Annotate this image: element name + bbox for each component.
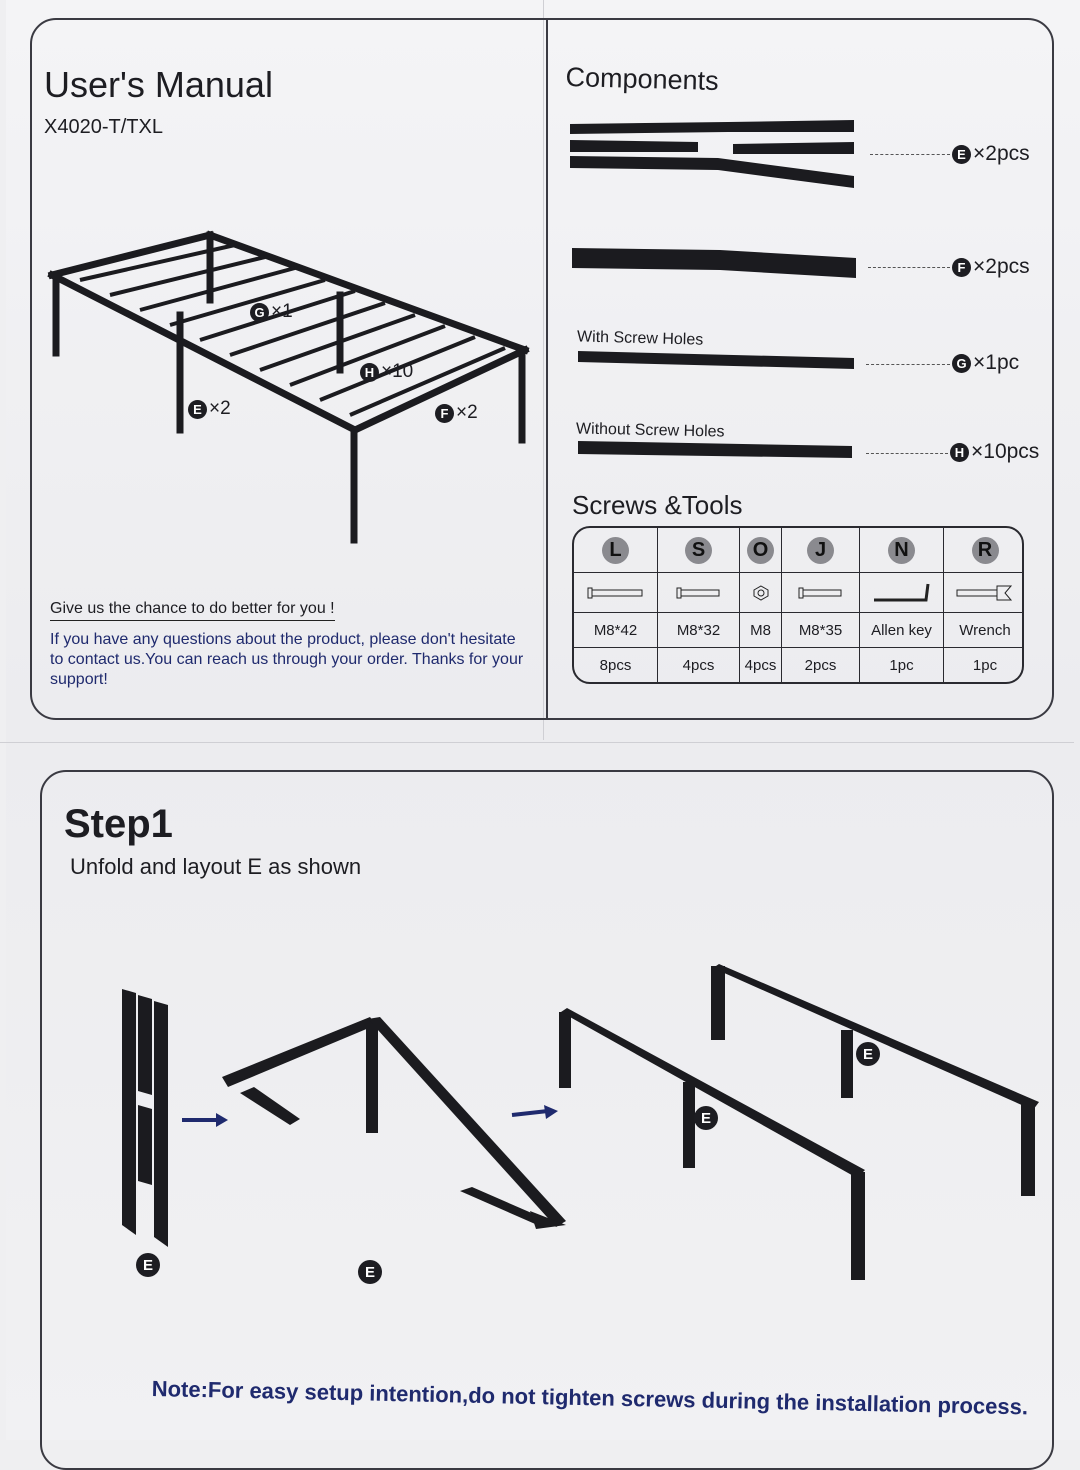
tool-n-badge: N bbox=[888, 537, 915, 564]
feedback-body: If you have any questions about the product, please don't hesitate to contact us.You can reach us through your order. Thanks for your support! bbox=[50, 631, 524, 688]
tool-qty-cell: 4pcs bbox=[740, 648, 782, 682]
step1-unfolded-frame-illustration bbox=[555, 960, 1055, 1280]
step1-folded-frame-illustration bbox=[118, 985, 178, 1255]
component-f-qty: F ×2pcs bbox=[952, 255, 1030, 279]
tool-r-badge: R bbox=[972, 537, 999, 564]
medium-screw-icon bbox=[799, 587, 843, 599]
tool-icon-cell bbox=[944, 573, 1024, 613]
top-panel-divider bbox=[546, 20, 548, 720]
label-g-count: G ×1 bbox=[250, 301, 293, 323]
tool-letter-cell bbox=[574, 528, 658, 573]
leader-line-h bbox=[866, 453, 948, 454]
tool-qty-cell: 4pcs bbox=[658, 648, 740, 682]
tool-spec-cell: Allen key bbox=[860, 613, 944, 648]
part-h-illustration bbox=[576, 440, 866, 462]
tool-letter-cell bbox=[860, 528, 944, 573]
tool-icon-cell bbox=[740, 573, 782, 613]
step-title: Step1 bbox=[64, 802, 173, 846]
leader-line-g bbox=[866, 364, 950, 365]
part-h-badge: H bbox=[360, 363, 379, 382]
component-g-caption: With Screw Holes bbox=[576, 328, 704, 349]
tool-icon-cell bbox=[658, 573, 740, 613]
components-title: Components bbox=[565, 62, 720, 96]
short-screw-icon bbox=[677, 587, 721, 599]
tool-spec-cell: M8*35 bbox=[782, 613, 860, 648]
tool-letter-cell bbox=[944, 528, 1024, 573]
step1-unfolding-frame-illustration bbox=[220, 1015, 580, 1235]
component-e-qty: E ×2pcs bbox=[952, 142, 1030, 166]
feedback-heading: Give us the chance to do better for you ! bbox=[50, 600, 335, 621]
tool-icon-cell bbox=[782, 573, 860, 613]
part-e-illustration bbox=[568, 118, 858, 193]
part-e-marker: E bbox=[694, 1106, 718, 1130]
screws-tools-title: Screws &Tools bbox=[572, 490, 743, 520]
tool-qty-cell: 2pcs bbox=[782, 648, 860, 682]
component-g-qty: G ×1pc bbox=[952, 351, 1019, 375]
part-e-badge: E bbox=[188, 400, 207, 419]
component-h-qty: H ×10pcs bbox=[950, 440, 1039, 464]
label-e-count: E ×2 bbox=[188, 398, 231, 420]
tool-s-badge: S bbox=[685, 537, 712, 564]
tool-qty-cell: 1pc bbox=[972, 656, 998, 674]
component-h-caption: Without Screw Holes bbox=[575, 420, 725, 441]
tool-qty-cell: 8pcs bbox=[574, 648, 658, 682]
tool-icon-cell bbox=[860, 573, 944, 613]
manual-title: User's Manual bbox=[44, 64, 273, 105]
part-e-marker: E bbox=[358, 1260, 382, 1284]
screws-tools-table bbox=[572, 526, 1024, 684]
tool-qty-cell: 1pc bbox=[860, 648, 944, 682]
wrench-icon bbox=[955, 583, 1015, 603]
label-h-count: H ×10 bbox=[360, 361, 413, 383]
part-h-badge: H bbox=[950, 443, 969, 462]
tool-letter-cell bbox=[740, 528, 782, 573]
tool-letter-cell bbox=[658, 528, 740, 573]
tool-letter-cell bbox=[782, 528, 860, 573]
tool-icon-cell bbox=[574, 573, 658, 613]
model-number: X4020-T/TXL bbox=[44, 116, 163, 138]
part-e-marker: E bbox=[856, 1042, 880, 1066]
part-g-badge: G bbox=[250, 303, 269, 322]
tool-l-badge: L bbox=[602, 537, 629, 564]
part-e-badge: E bbox=[952, 145, 971, 164]
nut-icon bbox=[753, 585, 769, 601]
allen-key-icon bbox=[872, 582, 932, 604]
part-e-marker: E bbox=[136, 1253, 160, 1277]
part-f-illustration bbox=[570, 246, 860, 286]
tool-spec-cell: M8*32 bbox=[658, 613, 740, 648]
part-f-badge: F bbox=[952, 258, 971, 277]
tool-spec-cell: Wrench bbox=[944, 613, 1024, 648]
arrow-right-icon bbox=[510, 1105, 560, 1121]
tool-spec-cell: M8*42 bbox=[574, 613, 658, 648]
part-f-badge: F bbox=[435, 404, 454, 423]
step-instruction: Unfold and layout E as shown bbox=[70, 854, 362, 879]
leader-line-e bbox=[870, 154, 950, 155]
tool-spec-cell: M8 bbox=[740, 613, 782, 648]
fold-crease-horizontal bbox=[0, 742, 1074, 743]
long-screw-icon bbox=[588, 587, 644, 599]
part-g-illustration bbox=[576, 350, 866, 370]
leader-line-f bbox=[868, 267, 950, 268]
label-f-count: F ×2 bbox=[435, 402, 478, 424]
tool-j-badge: J bbox=[807, 537, 834, 564]
installation-note: Note:For easy setup intention,do not tighten screws during the installation process. bbox=[151, 1376, 1029, 1420]
bed-frame-illustration bbox=[40, 225, 540, 545]
part-g-badge: G bbox=[952, 354, 971, 373]
tool-o-badge: O bbox=[747, 537, 774, 564]
